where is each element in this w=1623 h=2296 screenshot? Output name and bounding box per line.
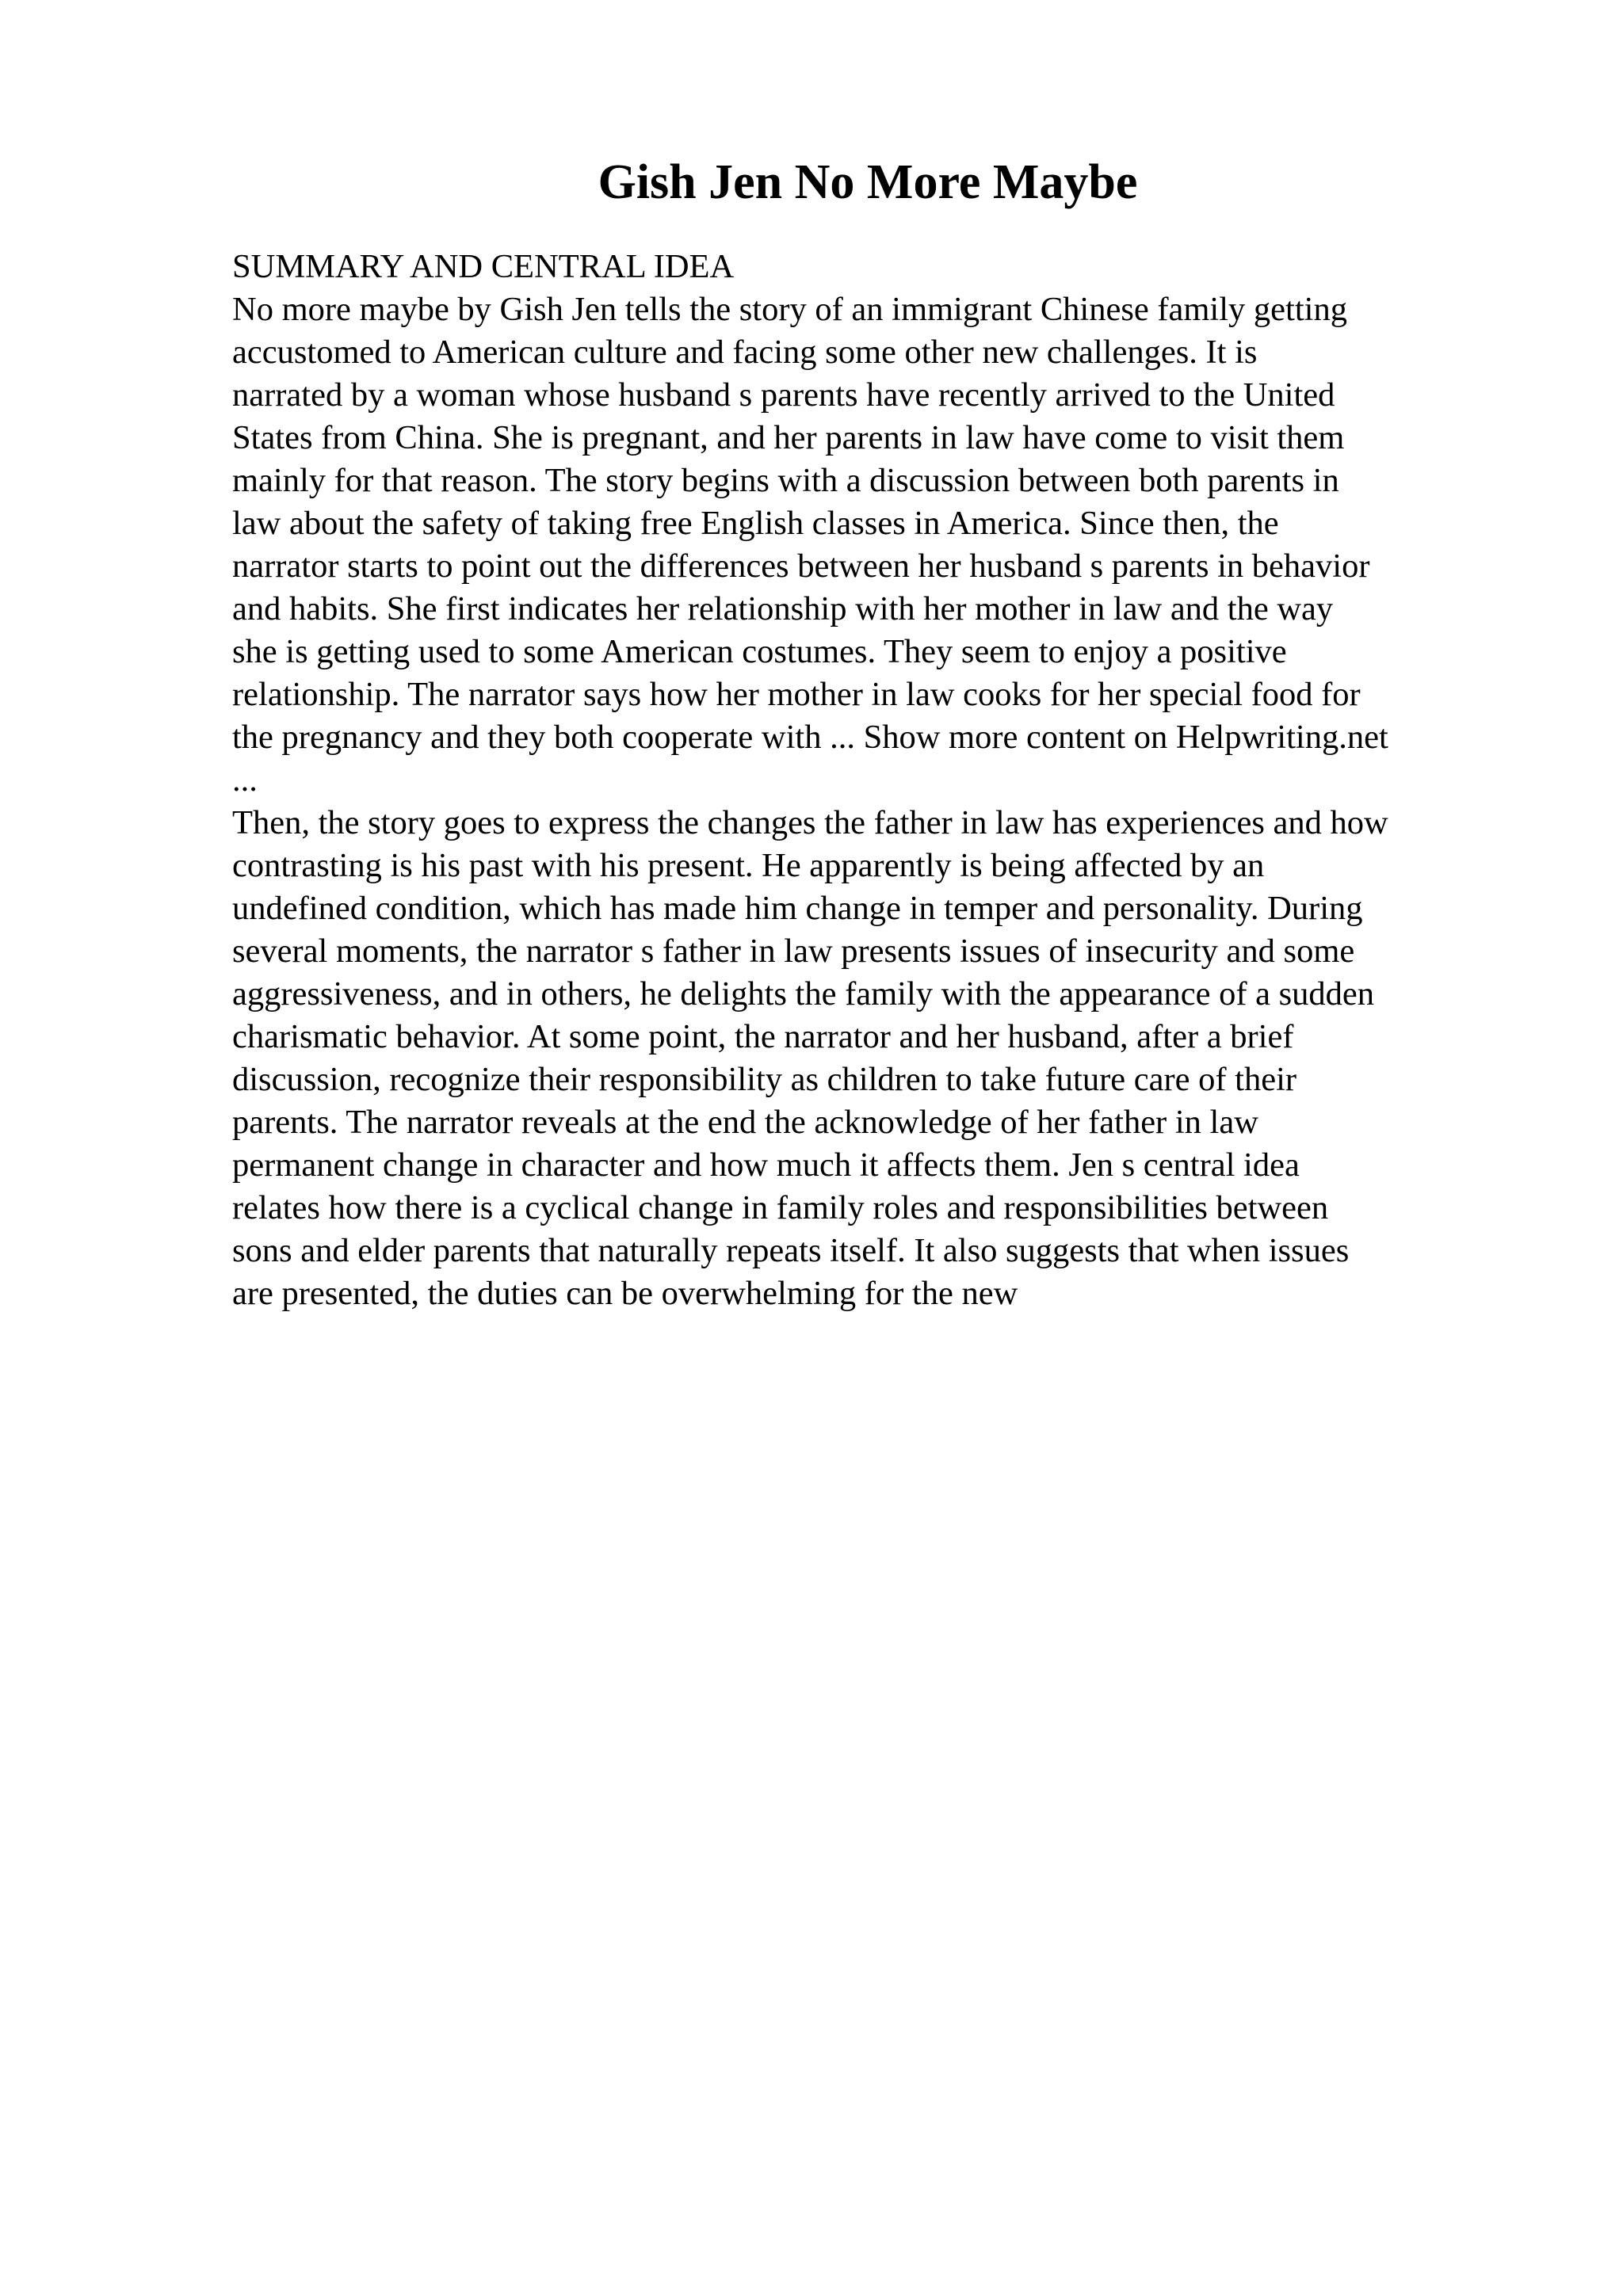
document-title: Gish Jen No More Maybe [598, 155, 1138, 209]
body-line: charismatic behavior. At some point, the narrator and her husband, after a brief [232, 1018, 1294, 1055]
section-heading: SUMMARY AND CENTRAL IDEA [232, 248, 735, 285]
body-line: are presented, the duties can be overwhelming for the new [232, 1275, 1018, 1312]
body-line: sons and elder parents that naturally repeats itself. It also suggests that when issues [232, 1232, 1350, 1269]
body-line: the pregnancy and they both cooperate with ... Show more content on Helpwriting.net [232, 719, 1388, 756]
document-body [232, 246, 1516, 1315]
body-line: narrator starts to point out the differences between her husband s parents in behavior [232, 547, 1370, 585]
body-line: ... [232, 761, 258, 799]
body-line: narrated by a woman whose husband s parents have recently arrived to the United [232, 376, 1335, 414]
body-line: aggressiveness, and in others, he delights the family with the appearance of a sudden [232, 975, 1375, 1013]
body-line: discussion, recognize their responsibility as children to take future care of their [232, 1061, 1297, 1098]
body-line: accustomed to American culture and facing some other new challenges. It is [232, 334, 1258, 371]
body-line: No more maybe by Gish Jen tells the story of an immigrant Chinese family getting [232, 291, 1347, 328]
body-line: permanent change in character and how much it affects them. Jen s central idea [232, 1146, 1300, 1184]
body-line: mainly for that reason. The story begins with a discussion between both parents in [232, 462, 1339, 499]
body-line: relates how there is a cyclical change in family roles and responsibilities between [232, 1189, 1329, 1226]
body-line: law about the safety of taking free English classes in America. Since then, the [232, 505, 1279, 542]
body-line: relationship. The narrator says how her mother in law cooks for her special food for [232, 676, 1361, 713]
body-line: she is getting used to some American costumes. They seem to enjoy a positive [232, 633, 1287, 670]
body-line: undefined condition, which has made him change in temper and personality. During [232, 890, 1363, 927]
body-line: and habits. She first indicates her relationship with her mother in law and the way [232, 590, 1334, 627]
body-line: parents. The narrator reveals at the end the acknowledge of her father in law [232, 1104, 1258, 1141]
body-line: States from China. She is pregnant, and her parents in law have come to visit them [232, 419, 1345, 456]
body-line: several moments, the narrator s father in law presents issues of insecurity and some [232, 933, 1355, 970]
body-line: Then, the story goes to express the changes the father in law has experiences and how [232, 804, 1388, 841]
body-line: contrasting is his past with his present. He apparently is being affected by an [232, 847, 1265, 884]
